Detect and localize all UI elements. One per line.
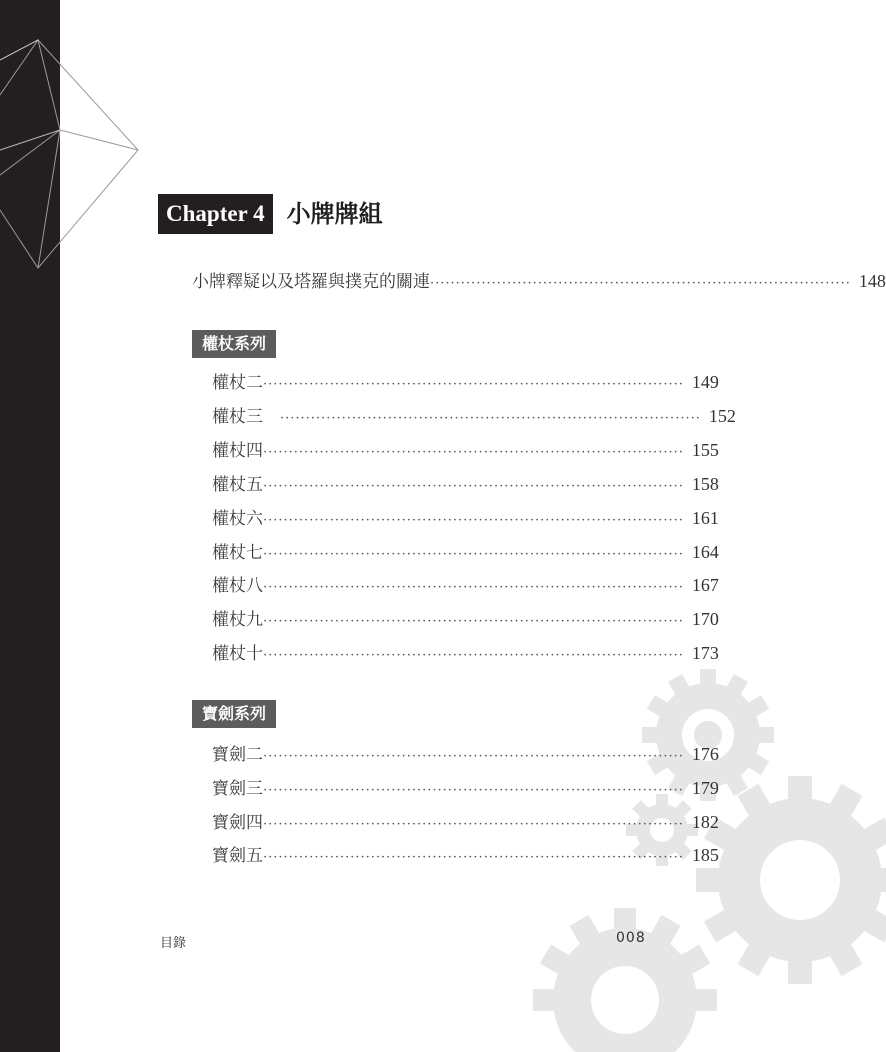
toc-leader-dots: ·················································································· xyxy=(263,377,684,392)
toc-leader-dots: ·················································································· xyxy=(263,749,684,764)
toc-entry[interactable] xyxy=(212,641,719,665)
toc-entry-label: 權杖五 xyxy=(212,475,263,495)
toc-entry-page: 182 xyxy=(691,812,719,832)
toc-entry-label: 寶劍二 xyxy=(212,745,263,765)
toc-entry-page: 161 xyxy=(691,508,719,528)
toc-entry-label: 權杖四 xyxy=(212,441,263,461)
toc-leader-dots: ·················································································· xyxy=(263,817,684,832)
toc-entry-label: 寶劍三 xyxy=(212,779,263,799)
toc-entry[interactable] xyxy=(212,810,719,834)
toc-leader-dots: ·················································································· xyxy=(263,614,684,629)
toc-entry[interactable] xyxy=(212,607,719,631)
toc-entry-intro[interactable] xyxy=(192,269,886,293)
toc-entry[interactable] xyxy=(212,472,719,496)
toc-entry[interactable] xyxy=(212,573,719,597)
toc-entry[interactable] xyxy=(212,438,719,462)
toc-entry-page: 158 xyxy=(691,474,719,494)
toc-entry-label: 權杖九 xyxy=(212,610,263,630)
section-heading-wands: 權杖系列 xyxy=(192,330,276,358)
chapter-heading xyxy=(158,194,383,234)
toc-leader-dots: ·················································································· xyxy=(263,783,684,798)
toc-leader-dots: ·················································································· xyxy=(263,479,684,494)
toc-entry-label: 小牌釋疑以及塔羅與撲克的關連 xyxy=(192,272,430,292)
toc-entry-page: 170 xyxy=(691,609,719,629)
toc-entry-label: 權杖七 xyxy=(212,543,263,563)
footer-section-title: 目錄 xyxy=(160,936,187,951)
toc-entry[interactable] xyxy=(212,742,719,766)
toc-entry[interactable] xyxy=(212,506,719,530)
toc-entry[interactable] xyxy=(212,843,719,867)
toc-entry-page: 167 xyxy=(691,575,719,595)
chapter-label: Chapter 4 xyxy=(158,194,273,234)
toc-entry-page: 176 xyxy=(691,744,719,764)
toc-entry-page: 173 xyxy=(691,643,719,663)
toc-entry[interactable] xyxy=(212,776,719,800)
toc-entry-page: 152 xyxy=(708,406,736,426)
toc-entry-label: 權杖三 xyxy=(212,407,280,427)
toc-entry-page: 164 xyxy=(691,542,719,562)
toc-entry-label: 權杖二 xyxy=(212,373,263,393)
toc-leader-dots: ·················································································· xyxy=(430,276,851,291)
section-heading-swords: 寶劍系列 xyxy=(192,700,276,728)
toc-leader-dots: ·················································································· xyxy=(263,513,684,528)
toc-leader-dots: ·················································································· xyxy=(280,411,701,426)
toc-entry-label: 寶劍五 xyxy=(212,846,263,866)
gear-icon-large-right xyxy=(696,776,886,984)
footer-page-number: 008 xyxy=(616,930,646,946)
toc-leader-dots: ·················································································· xyxy=(263,850,684,865)
chapter-title: 小牌牌組 xyxy=(286,200,383,228)
toc-entry-label: 寶劍四 xyxy=(212,813,263,833)
toc-leader-dots: ·················································································· xyxy=(263,580,684,595)
toc-entry-label: 權杖六 xyxy=(212,509,263,529)
toc-leader-dots: ·················································································· xyxy=(263,648,684,663)
toc-entry-page: 155 xyxy=(691,440,719,460)
toc-entry-page: 179 xyxy=(691,778,719,798)
toc-entry[interactable] xyxy=(212,540,719,564)
toc-entry-page: 148 xyxy=(858,271,886,291)
toc-entry[interactable] xyxy=(212,404,736,428)
toc-entry-label: 權杖十 xyxy=(212,644,263,664)
toc-entry[interactable] xyxy=(212,370,719,394)
toc-entry-page: 185 xyxy=(691,845,719,865)
toc-entry-page: 149 xyxy=(691,372,719,392)
toc-entry-label: 權杖八 xyxy=(212,576,263,596)
toc-leader-dots: ·················································································· xyxy=(263,445,684,460)
geometric-line-decoration xyxy=(0,0,160,300)
toc-leader-dots: ·················································································· xyxy=(263,547,684,562)
